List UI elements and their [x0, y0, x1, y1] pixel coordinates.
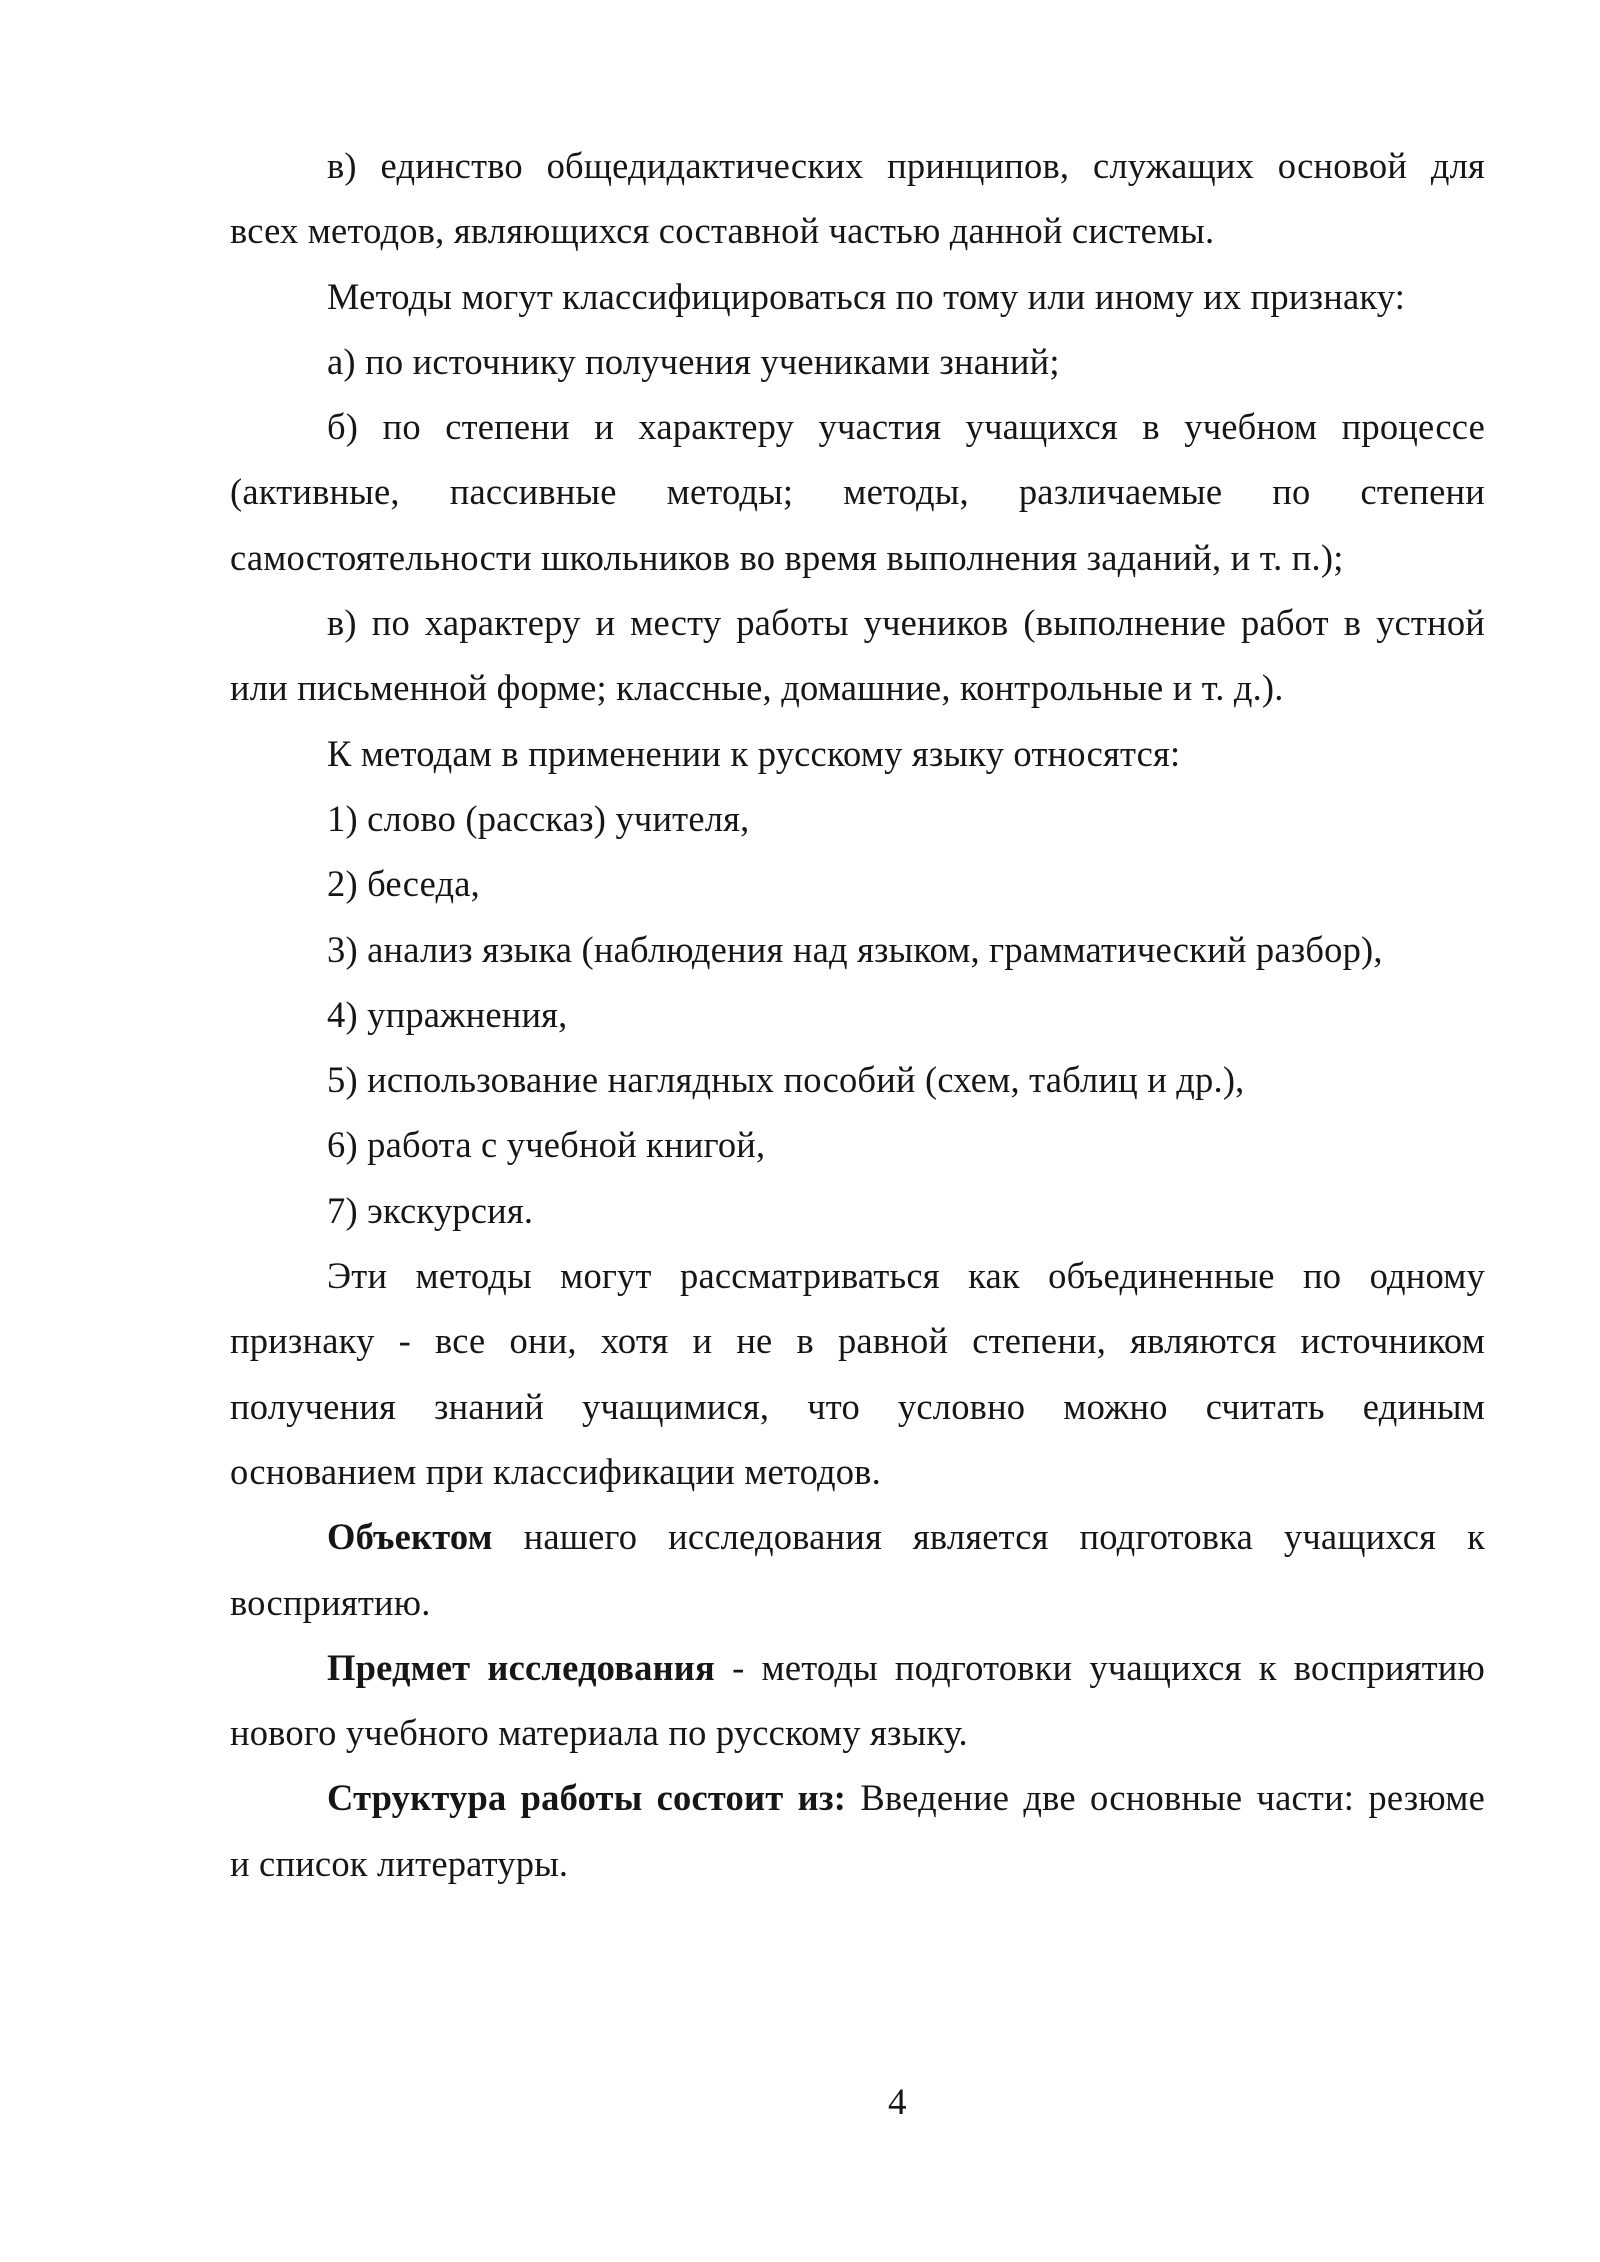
text-line — [230, 1439, 1485, 1504]
text-segment: 3) анализ языка (наблюдения над языком, грамматический разбор), — [327, 928, 1383, 970]
bold-text: Объектом — [327, 1516, 493, 1558]
text-line — [230, 264, 1485, 329]
text-line — [230, 133, 1485, 198]
text-line — [230, 982, 1485, 1047]
text-line — [230, 394, 1485, 459]
text-segment: в) по характеру и месту работы учеников (выполнение работ в устной — [327, 602, 1485, 644]
page-number: 4 — [888, 2082, 907, 2123]
text-segment: или письменной форме; классные, домашние, контрольные и т. д.). — [230, 667, 1284, 709]
text-segment: 6) работа с учебной книгой, — [327, 1124, 766, 1166]
text-segment: Методы могут классифицироваться по тому или иному их признаку: — [327, 275, 1406, 317]
text-segment: самостоятельности школьников во время выполнения заданий, и т. п.); — [230, 536, 1344, 578]
text-segment: 7) экскурсия. — [327, 1189, 534, 1231]
text-line — [230, 1243, 1485, 1308]
text-segment: б) по степени и характеру участия учащихся в учебном процессе — [327, 406, 1485, 448]
text-segment: 2) беседа, — [327, 863, 480, 905]
bold-text: Структура работы состоит из: — [327, 1777, 847, 1819]
text-line — [230, 1178, 1485, 1243]
text-line — [230, 525, 1485, 590]
text-line — [230, 655, 1485, 720]
text-segment: основанием при классификации методов. — [230, 1450, 881, 1492]
text-line — [230, 1765, 1485, 1830]
text-line — [230, 459, 1485, 524]
text-line — [230, 917, 1485, 982]
text-line — [230, 1831, 1485, 1896]
bold-text: Предмет исследования — [327, 1646, 715, 1688]
text-line — [230, 1308, 1485, 1373]
text-segment: К методам в применении к русскому языку относятся: — [327, 732, 1181, 774]
text-segment: 1) слово (рассказ) учителя, — [327, 797, 750, 839]
text-segment: в) единство общедидактических принципов, служащих основой для — [327, 145, 1485, 186]
text-line — [230, 1700, 1485, 1765]
text-line — [230, 1112, 1485, 1177]
document-body-text — [230, 133, 1485, 1896]
text-segment: Введение две основные части: резюме — [846, 1777, 1486, 1819]
text-segment: а) по источнику получения учениками знаний; — [327, 340, 1060, 382]
text-segment: (активные, пассивные методы; методы, различаемые по степени — [230, 471, 1485, 513]
text-segment: нового учебного материала по русскому языку. — [230, 1712, 968, 1754]
text-segment: нашего исследования является подготовка учащихся к — [492, 1516, 1485, 1558]
text-segment: Эти методы могут рассматриваться как объединенные по одному — [327, 1255, 1485, 1297]
text-segment: 5) использование наглядных пособий (схем, таблиц и др.), — [327, 1059, 1245, 1101]
text-segment: - методы подготовки учащихся к восприятию — [714, 1646, 1485, 1688]
text-segment: 4) упражнения, — [327, 993, 568, 1035]
text-line — [230, 1635, 1485, 1700]
text-line — [230, 590, 1485, 655]
text-line — [230, 1504, 1485, 1569]
text-segment: получения знаний учащимися, что условно можно считать единым — [230, 1385, 1485, 1427]
text-line — [230, 1374, 1485, 1439]
text-line — [230, 1570, 1485, 1635]
text-segment: всех методов, являющихся составной частью данной системы. — [230, 210, 1215, 252]
text-segment: и список литературы. — [230, 1842, 569, 1884]
text-line — [230, 721, 1485, 786]
text-segment: признаку - все они, хотя и не в равной степени, являются источником — [230, 1320, 1485, 1362]
text-line — [230, 1047, 1485, 1112]
text-line — [230, 786, 1485, 851]
text-line — [230, 198, 1485, 263]
text-segment: восприятию. — [230, 1581, 431, 1623]
text-line — [230, 329, 1485, 394]
text-line — [230, 851, 1485, 916]
